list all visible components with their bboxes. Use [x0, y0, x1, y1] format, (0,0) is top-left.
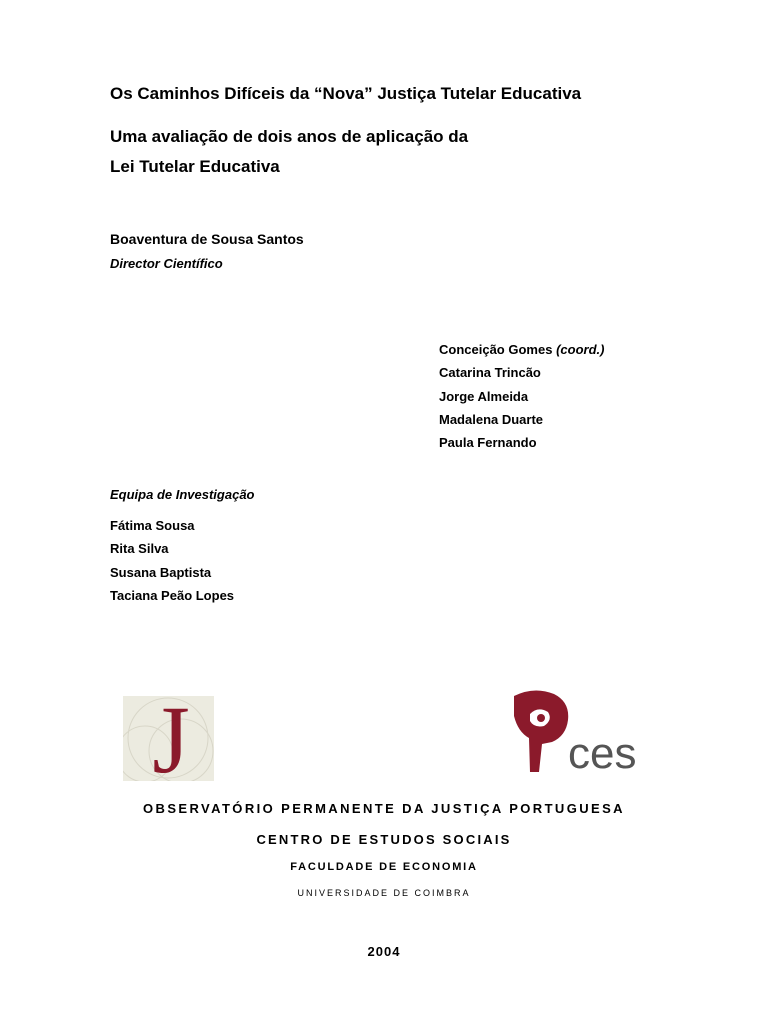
footer-centre: CENTRO DE ESTUDOS SOCIAIS: [256, 832, 512, 847]
svg-text:J: J: [152, 696, 190, 781]
team-member: Catarina Trincão: [439, 365, 541, 381]
director-role: Director Científico: [110, 256, 223, 271]
research-member: Fátima Sousa: [110, 518, 195, 533]
footer-faculty: FACULDADE DE ECONOMIA: [290, 861, 478, 873]
research-member: Susana Baptista: [110, 564, 212, 580]
coordination-team: [439, 340, 604, 456]
research-member: Taciana Peão Lopes: [110, 587, 235, 603]
svg-text:ces: ces: [568, 729, 637, 776]
footer-observatory: OBSERVATÓRIO PERMANENTE DA JUSTIÇA PORTUGUESA: [143, 801, 625, 816]
footer-university: UNIVERSIDADE DE COIMBRA: [297, 888, 471, 898]
director-name: Boaventura de Sousa Santos: [110, 231, 304, 247]
team-member: Paula Fernando: [439, 435, 537, 451]
coordinator: [439, 340, 604, 363]
observatory-j-logo-icon: [123, 696, 214, 781]
publication-year: 2004: [367, 944, 401, 959]
document-subtitle: [110, 122, 468, 182]
coordinator-note: (coord.): [556, 342, 605, 357]
document-title: Os Caminhos Difíceis da “Nova” Justiça Tutelar Educativa: [110, 84, 582, 103]
research-member: Rita Silva: [110, 541, 169, 557]
research-team-heading: Equipa de Investigação: [110, 487, 255, 502]
ces-logo-icon: [508, 688, 643, 776]
subtitle-line-1: Uma avaliação de dois anos de aplicação da: [110, 127, 469, 146]
team-member: Jorge Almeida: [439, 388, 529, 404]
coordinator-name: Conceição Gomes: [439, 342, 553, 357]
research-team-list: [110, 516, 234, 609]
team-member: Madalena Duarte: [439, 411, 544, 427]
subtitle-line-2: Lei Tutelar Educativa: [110, 157, 280, 176]
